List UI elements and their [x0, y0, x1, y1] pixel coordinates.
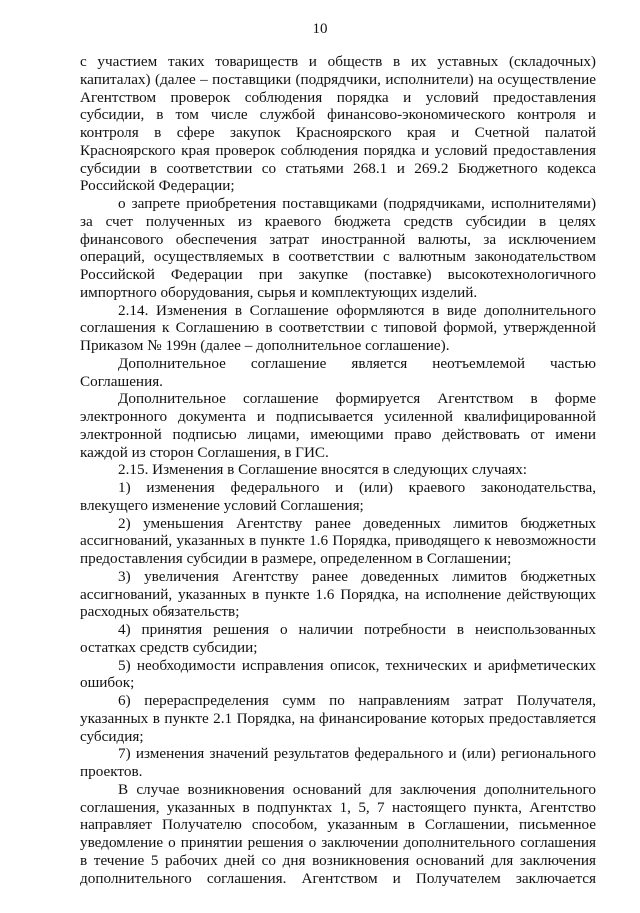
list-item-4: 4) принятия решения о наличии потребности в неиспользованных остатках средств субсидии; [80, 621, 596, 656]
paragraph-integral-part: Дополнительное соглашение является неотъемлемой частью Соглашения. [80, 354, 596, 390]
paragraph-electronic-form: Дополнительное соглашение формируется Агентством в форме электронного документа и подписывается усиленной квалифицированной электронной подписью лицами, имеющими право действовать от имени каждой из сторон Соглашения, в ГИС. [80, 390, 596, 461]
paragraph-2-15: 2.15. Изменения в Соглашение вносятся в следующих случаях: [118, 461, 528, 479]
paragraph-2-14: 2.14. Изменения в Соглашение оформляются в виде дополнительного соглашения к Соглашению в соответствии с типовой формой, утвержденной Приказом № 199н (далее – дополнительное соглашение). [80, 301, 596, 354]
paragraph-continuation-suppliers: с участием таких товариществ и обществ в их уставных (складочных) капиталах) (далее – поставщики (подрядчики, исполнители) на осуществление Агентством проверок соблюдения порядка и условий предоставления субсидии, в том числе службой финансово-экономического контроля и контроля в сфере закупок Красноярского края и Счетной палатой Красноярского края проверок соблюдения порядка и условий предоставления субсидии в соответствии со статьями 268.1 и 269.2 Бюджетного кодекса Российской Федерации; [80, 53, 596, 195]
list-item-3: 3) увеличения Агентству ранее доведенных лимитов бюджетных ассигнований, указанных в пункте 1.6 Порядка, на исполнение действующих расходных обязательств; [80, 567, 596, 621]
page-number: 10 [312, 21, 328, 37]
list-item-6: 6) перераспределения сумм по направлениям затрат Получателя, указанных в пункте 2.1 Порядка, на финансирование которых предоставляется субсидия; [80, 692, 596, 745]
list-item-2: 2) уменьшения Агентству ранее доведенных лимитов бюджетных ассигнований, указанных в пункте 1.6 Порядка, приводящего к невозможности предоставления субсидии в размере, определенном в Соглашении; [80, 514, 596, 567]
list-item-1: 1) изменения федерального и (или) краевого законодательства, влекущего изменение условий Соглашения; [80, 479, 596, 514]
list-item-5: 5) необходимости исправления описок, технических и арифметических ошибок; [80, 656, 596, 692]
document-body [80, 53, 596, 887]
paragraph-notification: В случае возникновения оснований для заключения дополнительного соглашения, указанных в подпунктах 1, 5, 7 настоящего пункта, Агентство направляет Получателю способом, указанным в Соглашении, письменное уведомление о принятии решения о заключении дополнительного соглашения в течение 5 рабочих дней со дня возникновения оснований для заключения дополнительного соглашения. Агентством и Получателем заключается [80, 780, 596, 887]
list-item-7: 7) изменения значений результатов федерального и (или) регионального проектов. [80, 745, 596, 780]
paragraph-currency-prohibition: о запрете приобретения поставщиками (подрядчиками, исполнителями) за счет полученных из краевого бюджета средств субсидии в целях финансового обеспечения затрат иностранной валюты, за исключением операций, осуществляемых в соответствии с валютным законодательством Российской Федерации при закупке (поставке) высокотехнологичного импортного оборудования, сырья и комплектующих изделий. [80, 195, 596, 301]
